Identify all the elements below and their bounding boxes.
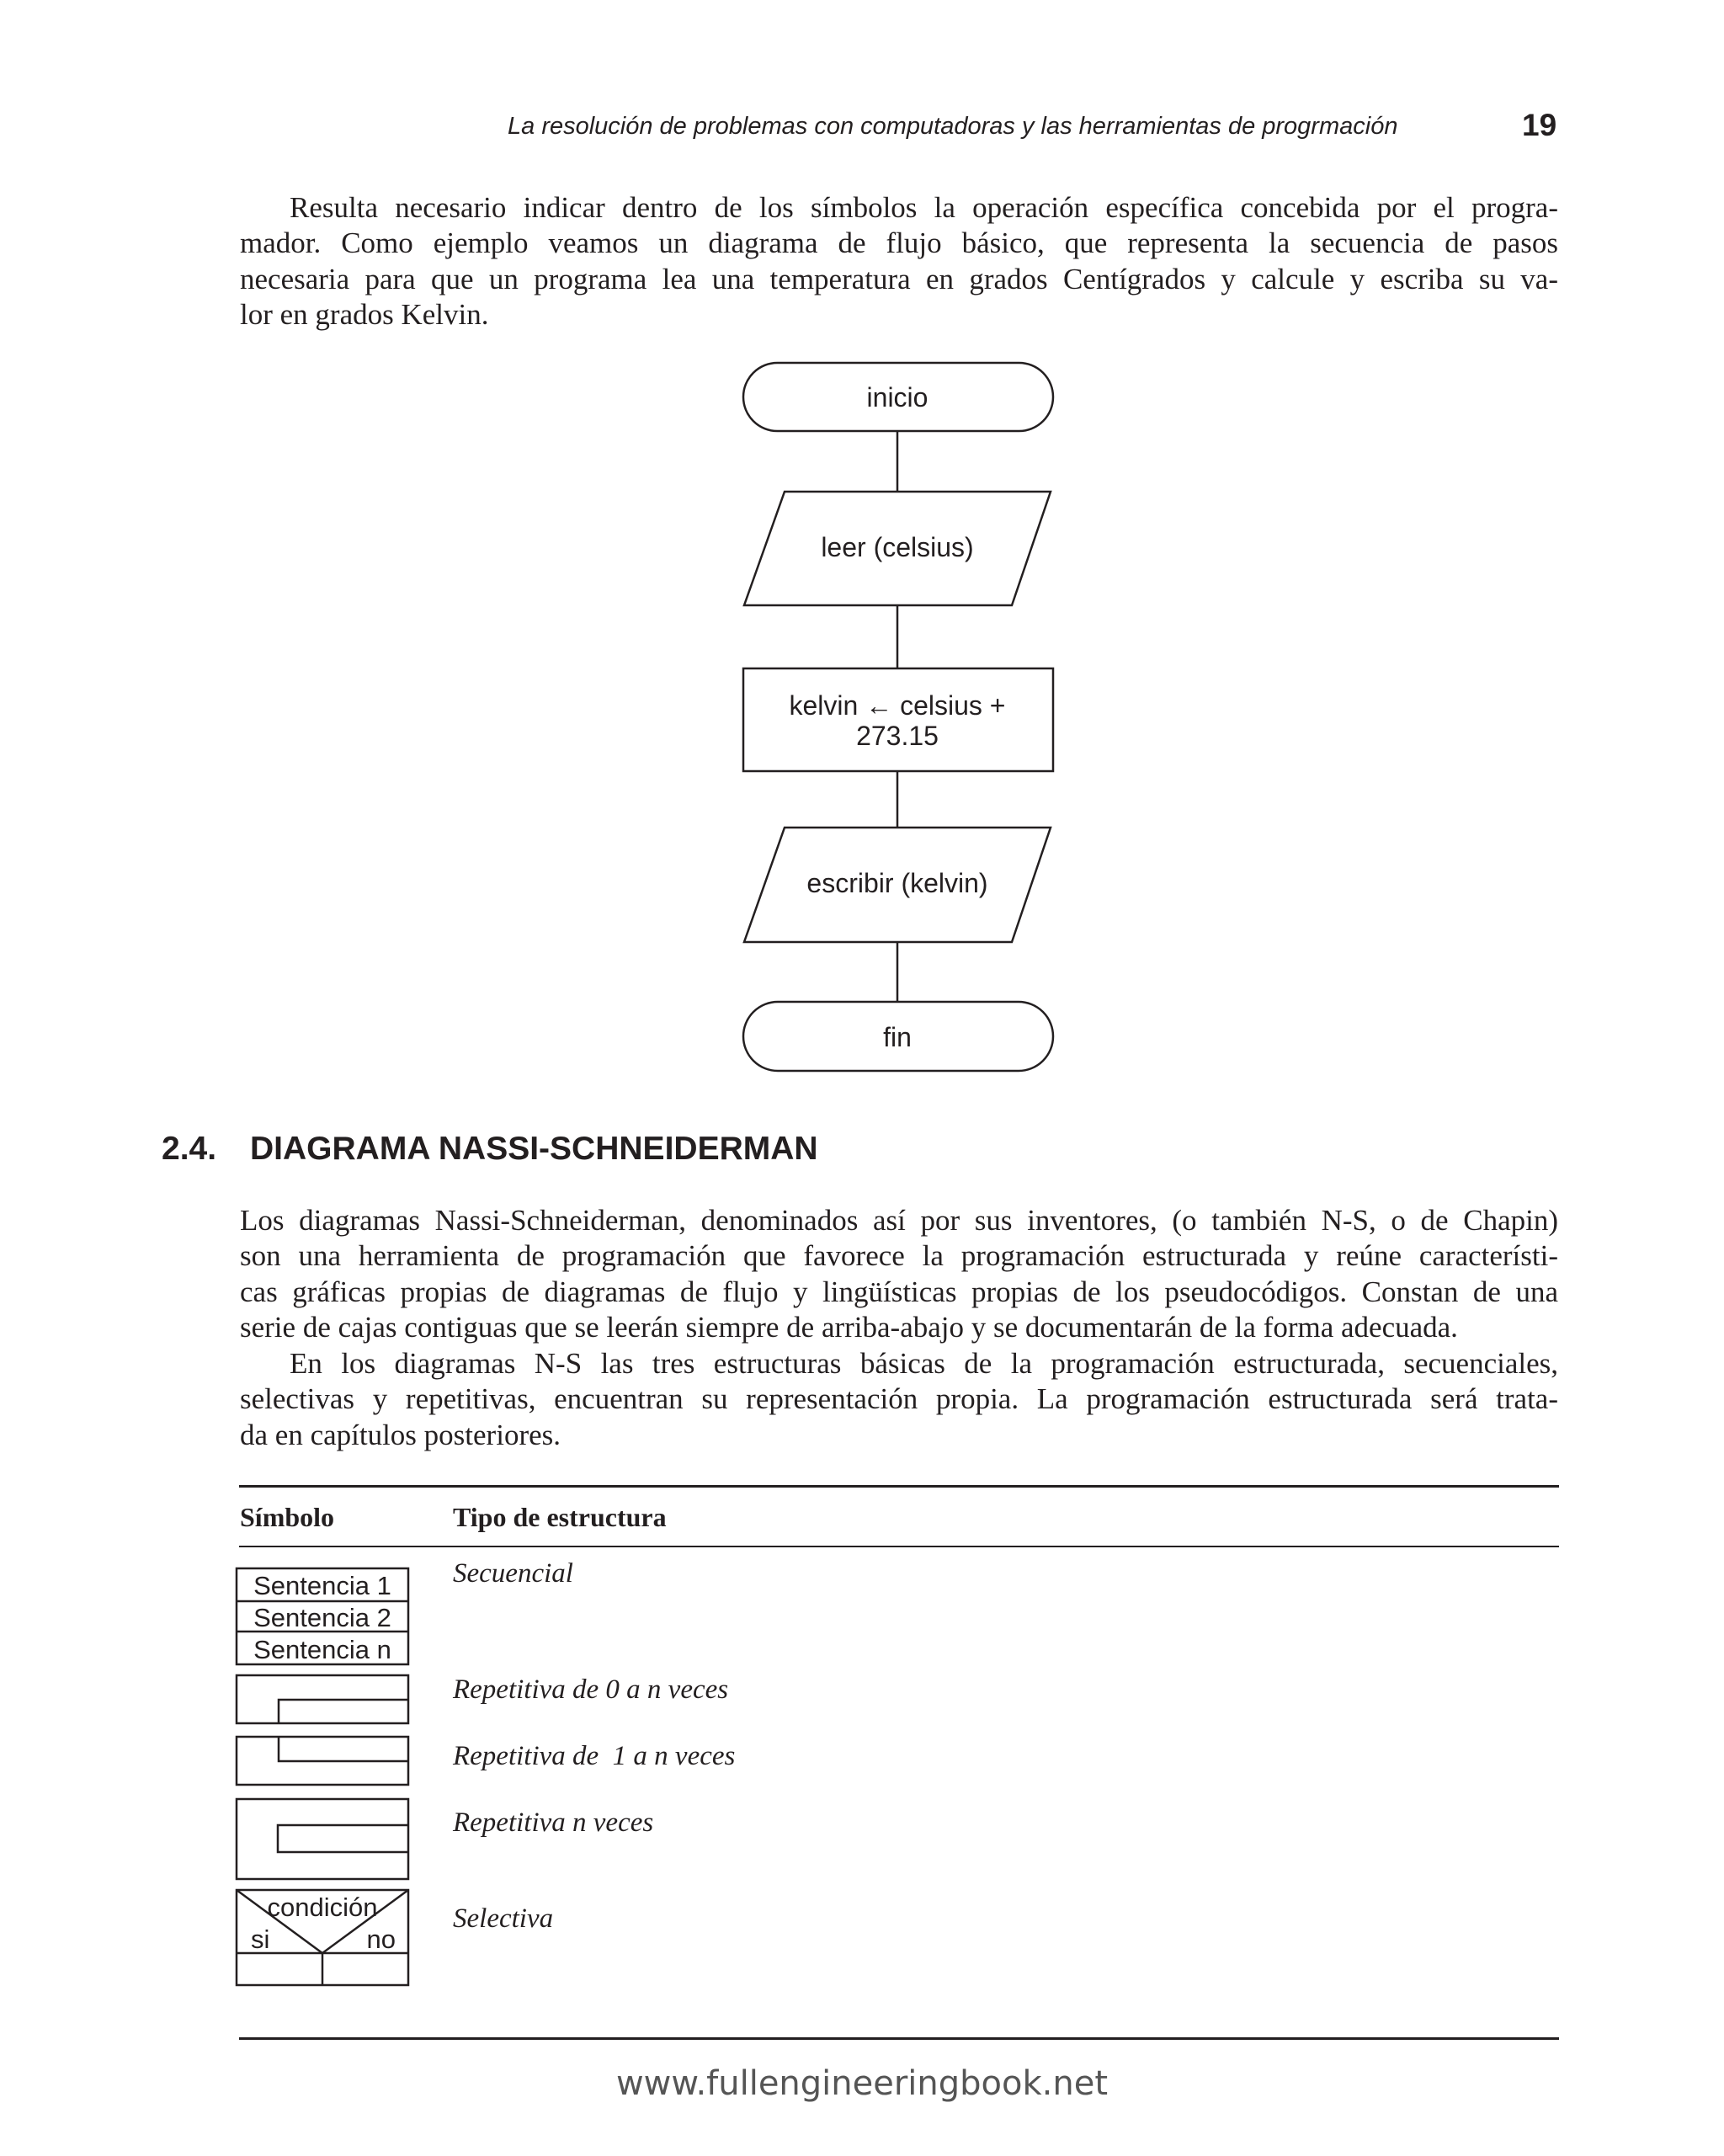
text-line: Resulta necesario indicar dentro de los símbolos la operación específica concebida por el progra-: [290, 191, 1558, 224]
text-line: Los diagramas Nassi-Schneiderman, denominados así por sus inventores, (o también N-S, o de Chapin): [240, 1204, 1558, 1237]
structure-type-sequential: Secuencial: [453, 1558, 573, 1589]
table-header-symbol: Símbolo: [240, 1502, 335, 1532]
structure-type-selective: Selectiva: [453, 1903, 554, 1934]
selective-condition-label: condición: [267, 1892, 378, 1922]
section-heading: [162, 1131, 818, 1168]
text-line: En los diagramas N-S las tres estructuras básicas de la programación estructurada, secuenciales,: [290, 1347, 1558, 1380]
text-line: necesaria para que un programa lea una temperatura en grados Centígrados y calcule y escriba su va-: [240, 262, 1558, 295]
table-top-rule: [239, 1485, 1559, 1488]
repeat-1-n-symbol: [237, 1737, 408, 1785]
table-bottom-rule: [239, 2037, 1559, 2040]
footer-url: www.fullengineeringbook.net: [615, 2064, 1109, 2103]
text-line: lor en grados Kelvin.: [240, 298, 489, 332]
structure-type-repeat-1-n: Repetitiva de 1 a n veces: [453, 1741, 736, 1771]
end-label: fin: [883, 1022, 912, 1052]
text-line: cas gráficas propias de diagramas de flujo y lingüísticas propias de los pseudocódigos. Constan de una: [240, 1275, 1558, 1308]
process-label-line1: kelvin ← celsius +: [789, 690, 1006, 721]
process-label-line2: 273.15: [856, 721, 939, 751]
text-line: selectivas y repetitivas, encuentran su representación propia. La programación estructurada será trata-: [240, 1382, 1558, 1416]
section-title: DIAGRAMA NASSI-SCHNEIDERMAN: [250, 1131, 818, 1167]
text-line: son una herramienta de programación que favorece la programación estructurada y reúne característi-: [240, 1239, 1558, 1273]
sequential-line-2: Sentencia 2: [253, 1603, 391, 1632]
structure-symbols: [0, 1549, 505, 2004]
repeat-n-symbol: [237, 1799, 408, 1879]
repeat-0-n-symbol: [237, 1675, 408, 1723]
text-line: mador. Como ejemplo veamos un diagrama de flujo básico, que representa la secuencia de pasos: [240, 226, 1558, 260]
sequential-line-n: Sentencia n: [253, 1635, 391, 1664]
table-header-type: Tipo de estructura: [453, 1502, 667, 1532]
table-header-rule: [239, 1546, 1559, 1547]
section-paragraph-2: [240, 1346, 1558, 1453]
start-label: inicio: [866, 382, 929, 413]
text-line: serie de cajas contiguas que se leerán siempre de arriba-abajo y se documentarán de la forma adecuada.: [240, 1311, 1458, 1344]
selective-no-label: no: [366, 1924, 396, 1954]
running-header: La resolución de problemas con computadoras y las herramientas de progrmación: [508, 113, 1398, 140]
section-number: 2.4.: [162, 1131, 217, 1167]
structure-type-repeat-0-n: Repetitiva de 0 a n veces: [453, 1674, 729, 1705]
section-paragraph-1: [240, 1203, 1558, 1346]
selective-yes-label: si: [251, 1924, 270, 1954]
text-line: da en capítulos posteriores.: [240, 1418, 561, 1451]
input-label: leer (celsius): [821, 532, 974, 562]
output-label: escribir (kelvin): [806, 868, 988, 898]
structure-type-repeat-n: Repetitiva n veces: [453, 1807, 654, 1838]
page-number: 19: [1522, 108, 1557, 142]
sequential-line-1: Sentencia 1: [253, 1571, 391, 1600]
